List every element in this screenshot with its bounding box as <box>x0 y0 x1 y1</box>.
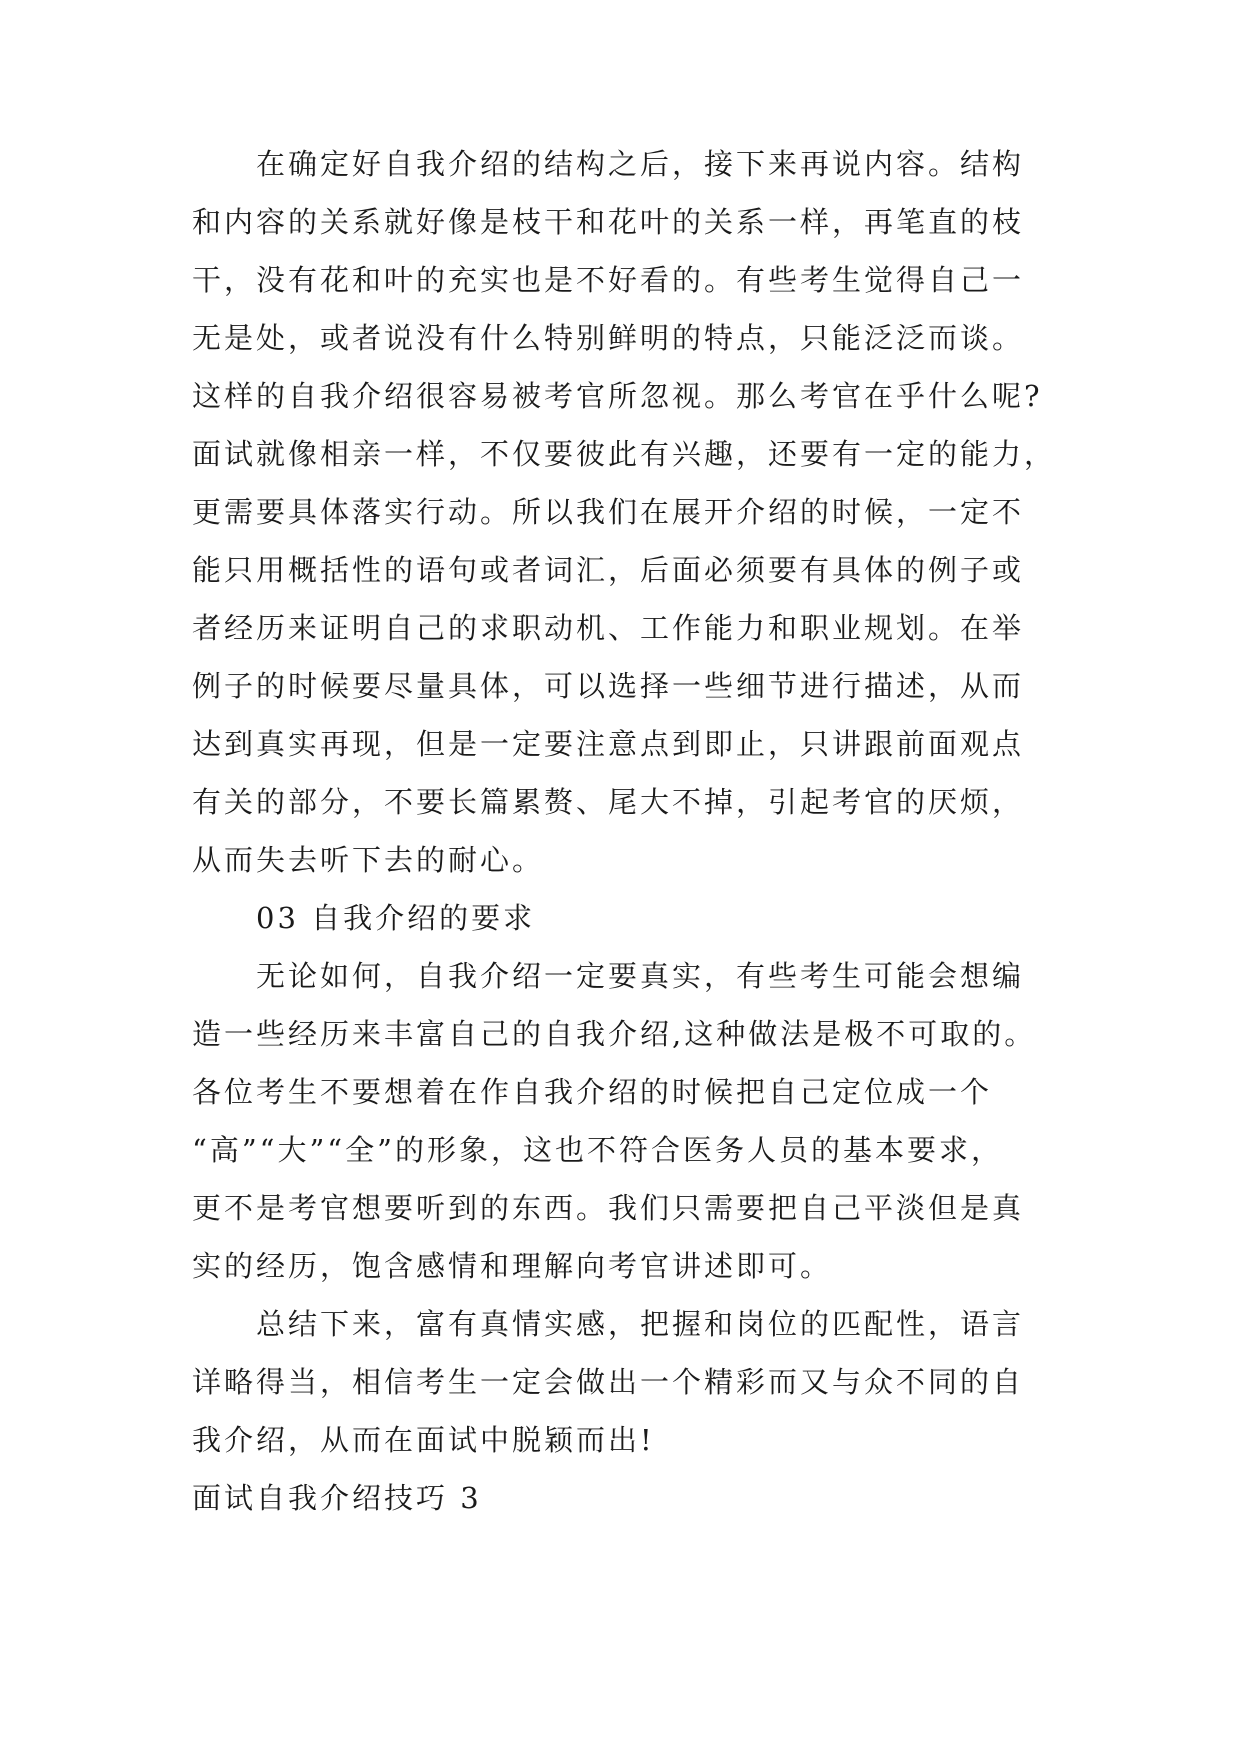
paragraph-requirements <box>192 947 1054 1295</box>
paragraph-content-explanation <box>192 135 1057 889</box>
paragraph-line: “高”“大”“全”的形象，这也不符合医务人员的基本要求， <box>192 1133 1003 1167</box>
paragraph-line: 在确定好自我介绍的结构之后，接下来再说内容。结构 <box>256 147 1025 181</box>
paragraph-line: 实的经历，饱含感情和理解向考官讲述即可。 <box>192 1249 833 1283</box>
paragraph-line: 更需要具体落实行动。所以我们在展开介绍的时候，一定不 <box>192 495 1025 529</box>
paragraph-line: 无是处，或者说没有什么特别鲜明的特点，只能泛泛而谈。 <box>192 321 1025 355</box>
paragraph-line: 干，没有花和叶的充实也是不好看的。有些考生觉得自己一 <box>192 263 1025 297</box>
next-section-title: 面试自我介绍技巧 3 <box>192 1481 482 1515</box>
paragraph-line: 有关的部分，不要长篇累赘、尾大不掉，引起考官的厌烦， <box>192 785 1025 819</box>
paragraph-line: 例子的时候要尽量具体，可以选择一些细节进行描述，从而 <box>192 669 1025 703</box>
document-body <box>192 135 1057 1527</box>
paragraph-line: 达到真实再现，但是一定要注意点到即止，只讲跟前面观点 <box>192 727 1025 761</box>
paragraph-line: 能只用概括性的语句或者词汇，后面必须要有具体的例子或 <box>192 553 1025 587</box>
paragraph-line: 从而失去听下去的耐心。 <box>192 843 545 877</box>
paragraph-line: 更不是考官想要听到的东西。我们只需要把自己平淡但是真 <box>192 1191 1025 1225</box>
paragraph-line: 造一些经历来丰富自己的自我介绍,这种做法是极不可取的。 <box>192 1017 1037 1051</box>
section-heading: 03 自我介绍的要求 <box>256 901 536 935</box>
paragraph-summary <box>192 1295 1054 1469</box>
paragraph-line: 无论如何，自我介绍一定要真实，有些考生可能会想编 <box>256 959 1025 993</box>
paragraph-line: 我介绍，从而在面试中脱颖而出! <box>192 1423 655 1457</box>
paragraph-line: 面试就像相亲一样，不仅要彼此有兴趣，还要有一定的能力， <box>192 437 1057 471</box>
paragraph-line: 者经历来证明自己的求职动机、工作能力和职业规划。在举 <box>192 611 1025 645</box>
paragraph-line: 和内容的关系就好像是枝干和花叶的关系一样，再笔直的枝 <box>192 205 1025 239</box>
paragraph-line: 总结下来，富有真情实感，把握和岗位的匹配性，语言 <box>256 1307 1025 1341</box>
paragraph-line: 这样的自我介绍很容易被考官所忽视。那么考官在乎什么呢? <box>192 379 1043 413</box>
paragraph-line: 各位考生不要想着在作自我介绍的时候把自己定位成一个 <box>192 1075 993 1109</box>
paragraph-line: 详略得当，相信考生一定会做出一个精彩而又与众不同的自 <box>192 1365 1025 1399</box>
